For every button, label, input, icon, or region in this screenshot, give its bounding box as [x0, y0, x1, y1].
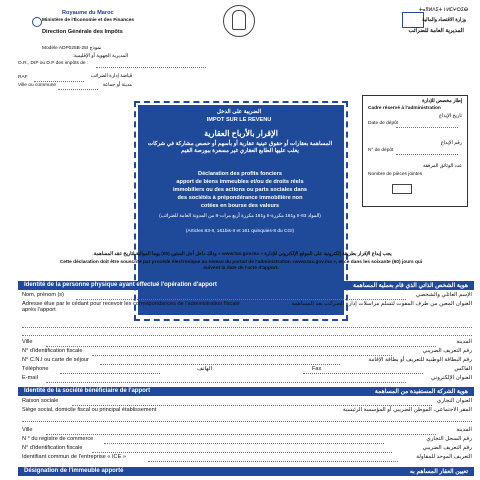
dr-label-ar: المديرية الجهوية أو الإقليمية: [72, 54, 128, 59]
company-rc-field[interactable] [104, 443, 384, 444]
num-depot-ar: رقم الإيداع [440, 141, 462, 146]
left-direction: Direction Générale des Impôts [42, 29, 123, 35]
right-direction: المديرية العامة للضرائب [408, 28, 464, 34]
title-fr-desc-1: Déclaration des profits fonciers [198, 171, 282, 177]
company-fiscal-row: N° d'identification fiscale رقم التعريف الضريبي [22, 445, 472, 451]
person-city-row: Ville المدينة [22, 339, 472, 345]
company-name-field[interactable] [72, 405, 432, 406]
person-fiscal-field[interactable] [92, 355, 392, 356]
person-name-field[interactable] [76, 299, 406, 300]
person-name-row: Nom, prénom (s) الإسم العائلي والشخصي [22, 292, 472, 298]
pieces-ar: عدد الوثائق المرفقة [422, 164, 462, 169]
left-country: Royaume du Maroc [62, 10, 114, 16]
person-email-field[interactable] [46, 382, 406, 383]
dr-label: O.R., DIP ou D.P des impôts de : [18, 61, 89, 66]
pieces-box[interactable] [392, 184, 412, 194]
raf-field[interactable] [34, 81, 84, 82]
title-ar-desc: المساهمة بعقارات أو حقوق عينية عقارية أو بأسهم أو حصص مشاركة في شركات يغلب عليها الطابع العقاري غير مسعرة ببورصة القيم [147, 141, 333, 154]
right-code: ⵜⴰⴳⵍⴷⵉⵜ ⵏ ⵍⵎⵖⵔⵉⴱ [418, 8, 468, 13]
section-company-header: Identité de la société bénéficiaire de l'apport هوية الشركة المستفيدة من المساهمة [18, 387, 474, 396]
ville-field[interactable] [58, 89, 98, 90]
company-ice-row: Identifiant commun de l'entreprise « ICE » التعريف الموحد للمقاولة [22, 454, 472, 460]
title-ar-main: الإقرار بالأرباح العقارية [204, 129, 278, 138]
raf-label: RAF [18, 75, 28, 80]
left-ministry: Ministère de l'Économie et des Finances [42, 18, 135, 23]
dr-field[interactable] [96, 67, 206, 68]
left-ministry-logo-icon [32, 17, 42, 27]
num-depot-field[interactable] [396, 154, 458, 155]
ville-label: Ville ou commune [18, 83, 57, 88]
company-rc-row: N ° du registre de commerce رقم السجل التجاري [22, 436, 472, 442]
ville-label-ar: مدينة أو جماعة [102, 83, 132, 88]
person-phone-row: Téléphone الهاتف Fax الفاكس [22, 366, 472, 372]
date-depot-field[interactable] [396, 127, 458, 128]
company-city-field[interactable] [46, 434, 436, 435]
person-cni-field[interactable] [100, 364, 340, 365]
person-address-field-2[interactable] [22, 335, 472, 336]
person-address-field-1[interactable] [22, 327, 472, 328]
raf-label-ar: قباضة إدارة الضرائب [90, 74, 132, 79]
company-hq-row: Siège social, domicile fiscal ou principal établissement المقر الاجتماعي، الموطن الضريبي أو المؤسسة الرئيسية [22, 407, 472, 413]
admin-title-ar: إطار مخصص للإدارة [422, 99, 462, 104]
company-hq-field-1[interactable] [22, 421, 472, 422]
title-fr-desc-2: apport de biens immeubles et/ou de droits réels [176, 179, 304, 185]
title-fr-desc-4: des sociétés à prépondérance immobilière non [177, 195, 303, 201]
date-depot-ar: تاريخ الإيداع [439, 114, 462, 119]
section-property-header: Désignation de l'immeuble apporté تعيين العقار المساهم به [18, 467, 474, 476]
pieces: Nombre de pièces jointes [368, 172, 423, 177]
person-fax-field[interactable] [303, 373, 423, 374]
title-fr-tax: IMPOT SUR LE REVENU [206, 117, 272, 123]
person-email-row: E-mail العنوان الإلكتروني [22, 375, 472, 381]
person-address-row: Adresse élue par le cédant pour recevoir les correspondances de l'administration fiscale après l'apport العنوان المعين من طرف المفوت لتسلم مراسلات إدارة الضرائب بعد المساهمة [22, 301, 472, 313]
person-cni-row: N° C.N.I ou carte de séjour رقم البطاقة الوطنية للتعريف أو بطاقة الإقامة [22, 357, 472, 363]
title-ar-tax: الضريبة على الدخل [216, 109, 262, 115]
right-ministry: وزارة الاقتصاد والمالية [422, 18, 466, 23]
title-fr-desc-5: cotées en bourse des valeurs [200, 203, 280, 209]
kingdom-seal-icon [223, 5, 255, 37]
person-city-field[interactable] [46, 346, 436, 347]
title-fr-articles: (Articles 83-II, 161bis-II et 161 quinquies-8 du CGI) [185, 229, 295, 234]
person-fiscal-row: N° d'identification fiscale رقم التعريف الضريبي [22, 348, 472, 354]
notice-fr: Cette déclaration doit être souscrite par procédé électronique au niveau du portail de l'administration «www.tax.gov.ma », et ce dans les soixante (60) jours qui suivent la date de l'acte d'apport. [59, 260, 423, 271]
section-person-header: Identité de la personne physique ayant effectué l'opération d'apport هوية الشخص الذاتي الذي قام بعملية المساهمة [18, 281, 474, 290]
person-phone-field[interactable] [60, 373, 160, 374]
model-label: Modèle ADP025B-25I نموذج [42, 46, 102, 51]
title-ar-articles: (المواد 83-II و161 مكررة-II و161 مكررة أربع مرات-8 من المدونة العامة للضرائب) [159, 214, 321, 219]
num-depot: N° de dépôt [368, 148, 394, 153]
date-depot: Date de dépôt [368, 121, 399, 126]
company-ice-field[interactable] [148, 461, 398, 462]
company-city-row: Ville المدينة [22, 427, 472, 433]
title-fr-desc-3: immobiliers ou des actions ou parts sociales dans [173, 187, 307, 193]
admin-title: Cadre réservé à l'administration [368, 106, 441, 111]
company-fiscal-field[interactable] [92, 452, 392, 453]
company-name-row: Raison sociale العنوان التجاري [22, 398, 472, 404]
notice-ar: يجب إيداع الإقرار بطريقة إلكترونية على الموقع الإلكتروني للإدارة « www.tax.gov.ma » وذلك داخل أجل الستين (60) يوما الموالية لتاريخ عقد المساهمة. [92, 252, 392, 257]
